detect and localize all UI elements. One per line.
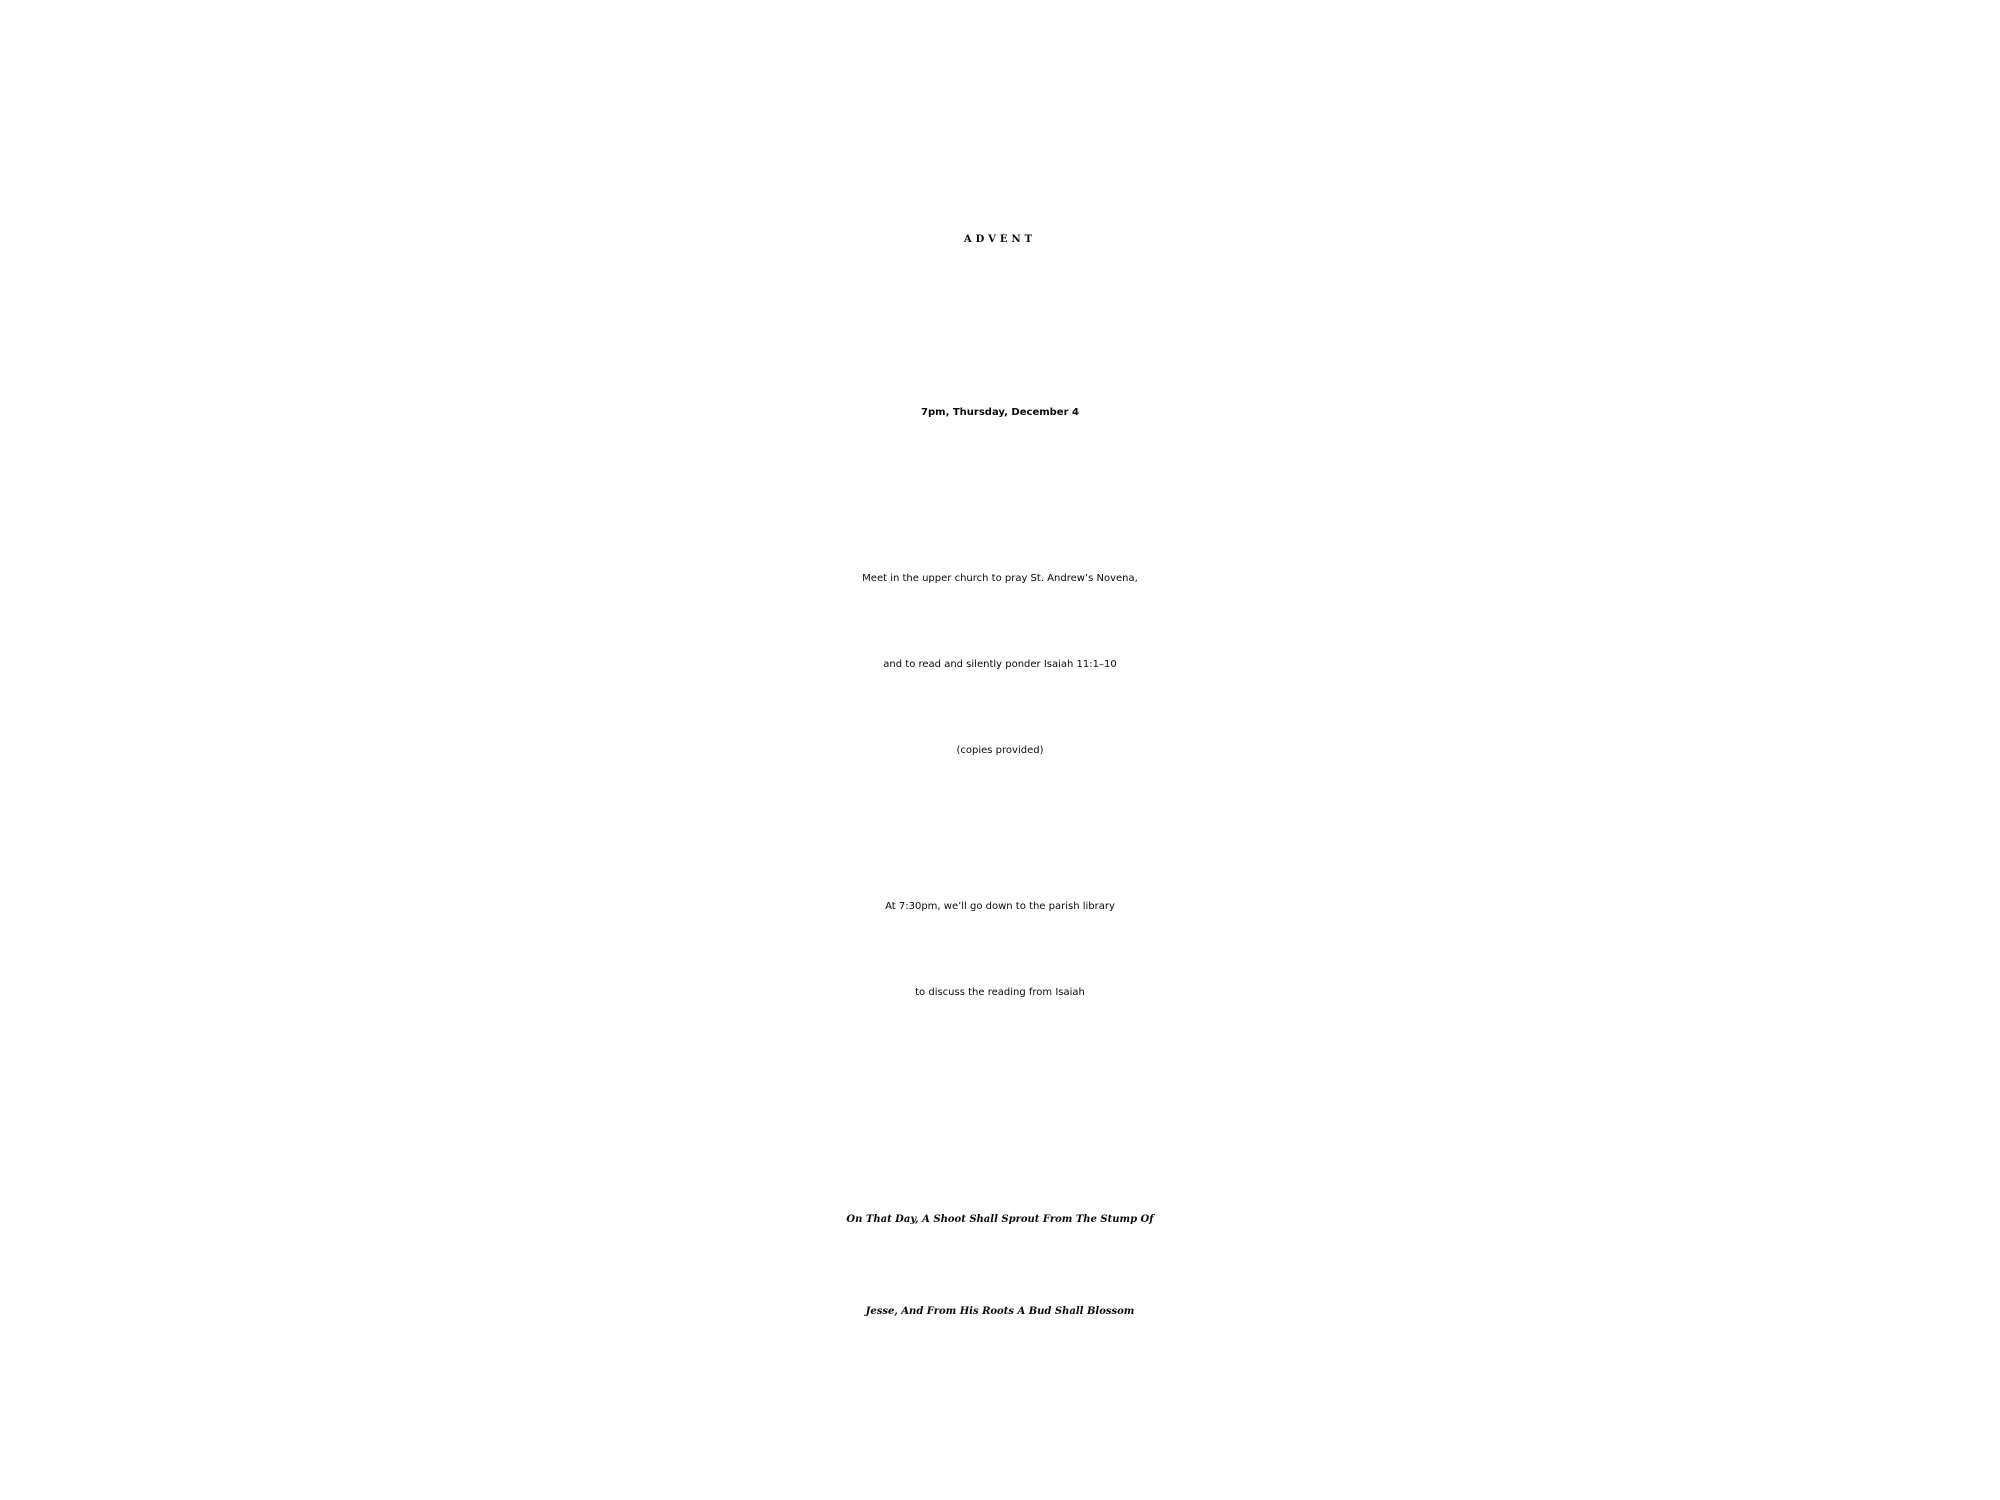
discussion-line-1: At 7:30pm, we’ll go down to the parish library [885, 901, 1115, 912]
event-date-time: 7pm, Thursday, December 4 [921, 407, 1079, 418]
verse-line-2: Jesse, And From His Roots A Bud Shall Blossom [865, 1306, 1135, 1317]
meeting-line-1: Meet in the upper church to pray St. Andrew’s Novena, [862, 573, 1138, 584]
meeting-line-3: (copies provided) [956, 745, 1044, 756]
discussion-line-2: to discuss the reading from Isaiah [915, 987, 1085, 998]
page-title: ADVENT [963, 234, 1037, 245]
meeting-line-2: and to read and silently ponder Isaiah 11:1–10 [883, 659, 1117, 670]
verse-line-1: On That Day, A Shoot Shall Sprout From The Stump Of [846, 1214, 1154, 1225]
